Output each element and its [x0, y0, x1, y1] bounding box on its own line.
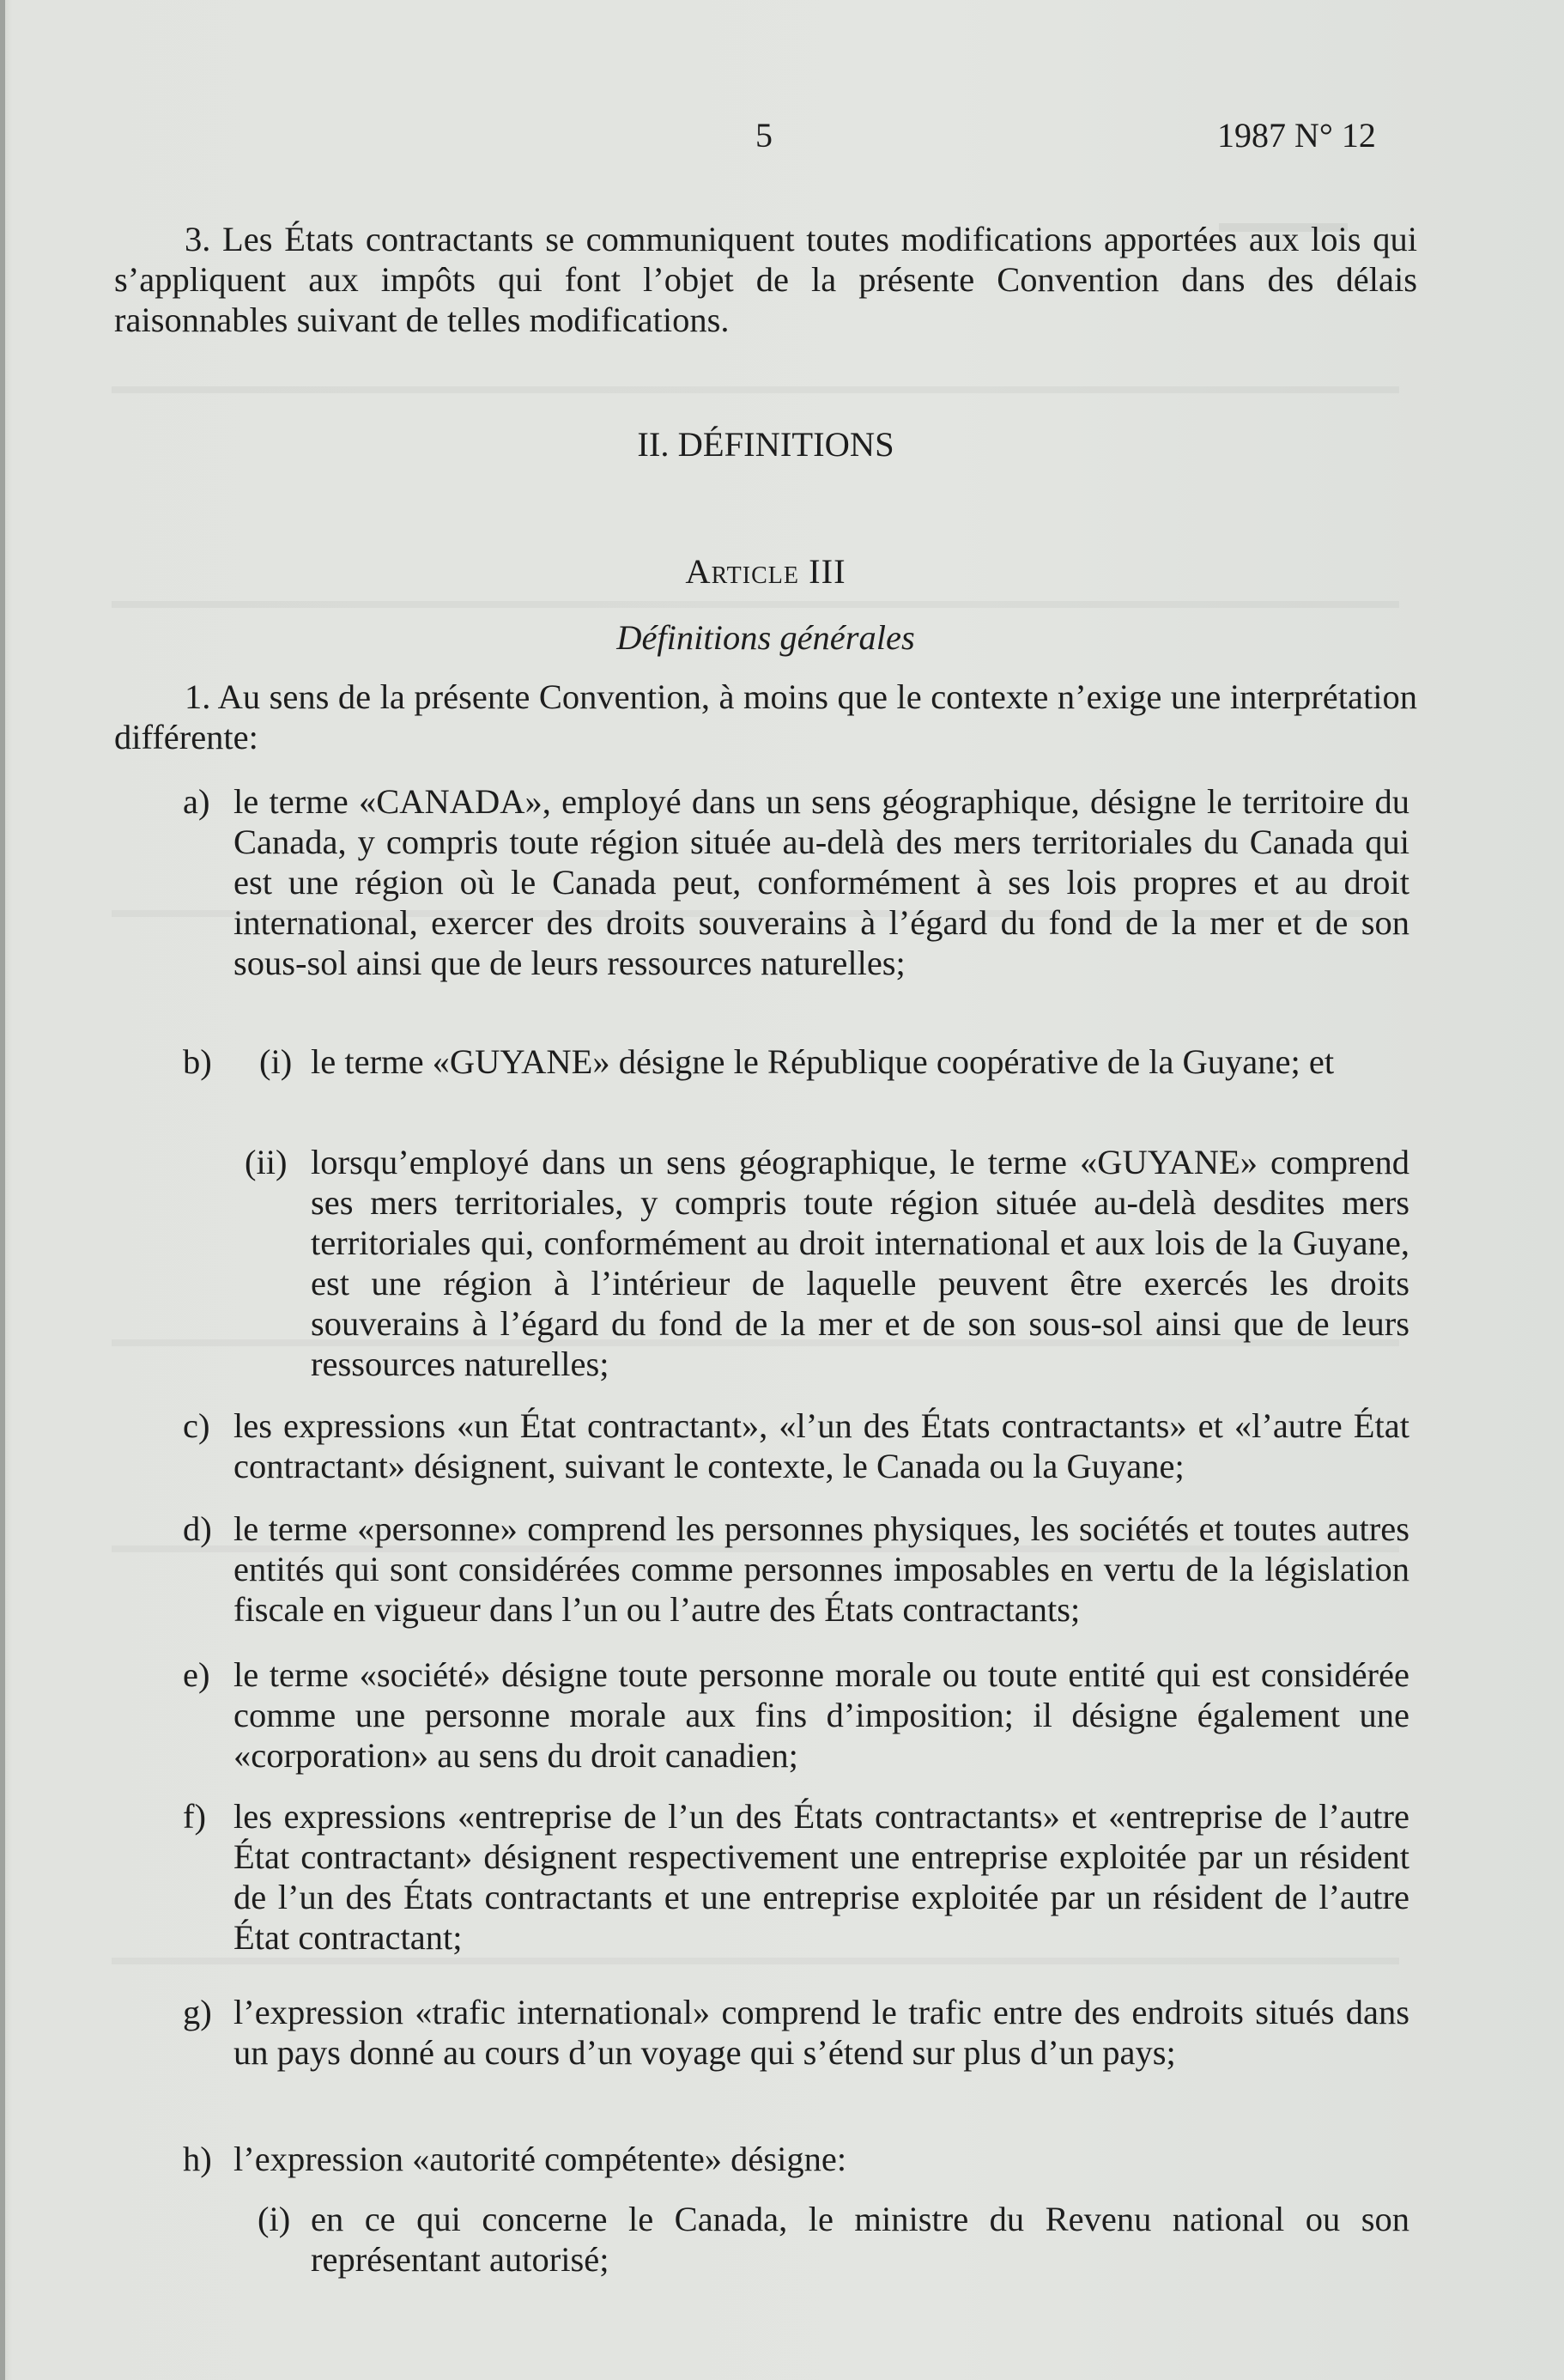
- item-e-label: e): [183, 1655, 210, 1694]
- item-e-text: le terme «société» désigne toute personne morale ou toute entité qui est considérée comme une personne morale aux fins d’imposition; il désigne également une «corporation» au sens du droit canadien;: [233, 1655, 1409, 1775]
- article-subtitle: Définitions générales: [616, 618, 915, 657]
- item-a-label: a): [183, 782, 210, 821]
- article-title: Article III: [685, 552, 846, 591]
- item-b-ii-text: lorsqu’employé dans un sens géographique, le terme «GUYANE» comprend ses mers territoriales, y compris toute région située au-delà desdites mers territoriales qui, conformément au droit international et aux lois de la Guyane, est une région à l’intérieur de laquelle peuvent être exercés les droits souverains à l’égard du fond de la mer et de son sous-sol ainsi que de leurs ressources naturelles;: [311, 1143, 1409, 1383]
- item-c-label: c): [183, 1406, 210, 1445]
- item-h-label: h): [183, 2140, 212, 2178]
- item-b-i-label: (i): [259, 1042, 293, 1081]
- item-d-text: le terme «personne» comprend les personnes physiques, les sociétés et toutes autres entités qui sont considérées comme personnes imposables en vertu de la législation fiscale en vigueur dans l’un ou l’autre des États contractants;: [233, 1509, 1409, 1629]
- item-g-text: l’expression «trafic international» comprend le trafic entre des endroits situés dans un pays donné au cours d’un voyage qui s’étend sur plus d’un pays;: [233, 1993, 1409, 2072]
- item-b-label: b): [183, 1042, 212, 1081]
- paragraph-3: 3. Les États contractants se communiquent toutes modifications apportées aux lois qui s’appliquent aux impôts qui font l’objet de la présente Convention dans des délais raisonnables suivant de telles modifications.: [114, 220, 1417, 339]
- item-h-i-label: (i): [258, 2200, 291, 2238]
- paragraph-1: 1. Au sens de la présente Convention, à moins que le contexte n’exige une interprétation différente:: [114, 677, 1417, 756]
- page-number: 5: [755, 116, 773, 155]
- item-f-label: f): [183, 1797, 206, 1836]
- section-title: II. DÉFINITIONS: [637, 425, 894, 464]
- item-h-i-text: en ce qui concerne le Canada, le ministre du Revenu national ou son représentant autorisé;: [311, 2200, 1409, 2279]
- page-edge-shadow: [0, 0, 5, 2380]
- item-a-text: le terme «CANADA», employé dans un sens géographique, désigne le territoire du Canada, y compris toute région située au-delà des mers territoriales du Canada qui est une région où le Canada peut, conformément à ses lois propres et au droit international, exercer des droits souverains à l’égard du fond de la mer et de son sous-sol ainsi que de leurs ressources naturelles;: [233, 782, 1409, 982]
- item-d-label: d): [183, 1509, 212, 1548]
- item-g-label: g): [183, 1993, 212, 2031]
- item-b-ii-label: (ii): [245, 1143, 288, 1181]
- item-b-i-text: le terme «GUYANE» désigne le République coopérative de la Guyane; et: [311, 1042, 1335, 1081]
- item-c-text: les expressions «un État contractant», «l’un des États contractants» et «l’autre État contractant» désignent, suivant le contexte, le Canada ou la Guyane;: [233, 1406, 1409, 1485]
- item-f-text: les expressions «entreprise de l’un des États contractants» et «entreprise de l’autre État contractant» désignent respectivement une entreprise exploitée par un résident de l’un des États contractants et une entreprise exploitée par un résident de l’autre État contractant;: [233, 1797, 1409, 1957]
- publication-number: 1987 N° 12: [1217, 116, 1376, 155]
- item-h-text: l’expression «autorité compétente» désigne:: [233, 2140, 847, 2178]
